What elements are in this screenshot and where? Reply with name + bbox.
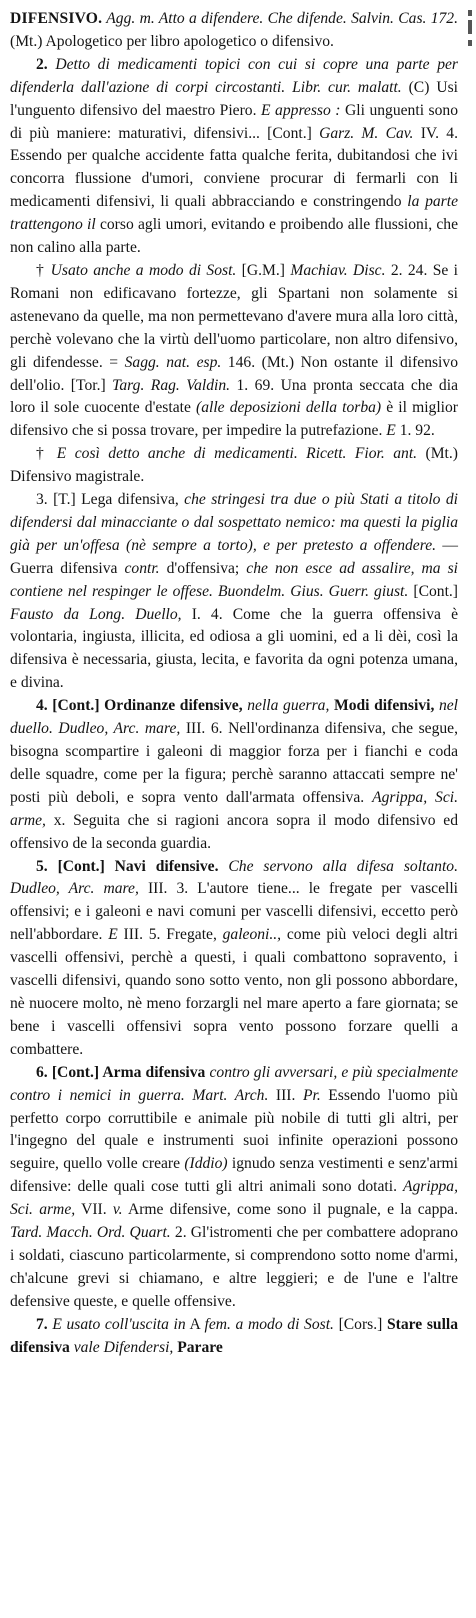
entry-text-segment: Parare: [173, 1338, 223, 1356]
entry-text-segment: III.: [268, 1086, 303, 1104]
entry-text-segment: III. 6. Nell'ordinanza difensiva, che segue, bisogna scompartire i galeoni di maggior forza per i fianchi e coda delle squadre, come per la figura; perchè saranno attaccati sempre ne' posti più deboli, e sopra vento dall'armata offensiva.: [10, 720, 458, 806]
entry-text-segment: Targ. Rag. Valdin.: [112, 376, 231, 394]
entry-text-segment: Navi difensive.: [114, 857, 219, 875]
entry-text-segment: Agrippa, Sci. arme,: [10, 1178, 458, 1219]
entry-text-segment: A: [185, 1315, 205, 1333]
entry-text-segment: v.: [112, 1201, 123, 1219]
entry-text-segment: E così detto anche di medicamenti. Ricett. Fior. ant.: [56, 445, 418, 463]
entry-text-segment: la parte trattengono il: [10, 193, 458, 234]
page-edge-mark: [468, 40, 472, 46]
entry-text-segment: Che servono alla difesa soltanto. Dudleo, Arc. mare,: [10, 857, 458, 898]
page-edge-mark: [468, 20, 472, 34]
entry-text-segment: contr.: [124, 559, 160, 577]
entry-sense-paragraph: [10, 695, 458, 855]
entry-text-segment: fem. a modo di Sost.: [204, 1315, 334, 1333]
entry-text-segment: E: [386, 422, 396, 440]
entry-text-segment: nella guerra,: [242, 697, 330, 715]
entry-text-segment: nel duello. Dudleo, Arc. mare,: [10, 697, 459, 738]
entry-text-segment: 4. [Cont.]: [36, 697, 105, 715]
entry-text-segment: Agrippa, Sci. arme,: [10, 788, 458, 829]
entry-text-segment: (C) Usi l'unguento difensivo del maestro Piero.: [10, 78, 458, 119]
entry-text-segment: E: [108, 926, 118, 944]
entry-sense-paragraph: [10, 856, 458, 1062]
entry-text-segment: Stare sulla difensiva: [10, 1315, 459, 1356]
entry-text-segment: E appresso :: [261, 101, 341, 119]
headword: DIFENSIVO.: [10, 10, 103, 27]
entry-text-segment: Arme difensive, come sono il pugnale, e la cappa.: [122, 1201, 459, 1219]
entry-text-segment: Sagg. nat. esp.: [124, 353, 222, 371]
entry-text-segment: III. 5. Fregate,: [117, 926, 223, 944]
entry-text-segment: I. 4. Come che la guerra offensiva è volontaria, ingiusta, illicita, ed odiosa a gli uomini, ed a li dèi, così la difensiva è necessaria, giusta, lecita, e favorita da ogni potenza umana, e divina.: [10, 605, 458, 692]
entry-text-segment: †: [36, 261, 51, 279]
entry-text-segment: Modi difensivi,: [329, 697, 435, 715]
entry-text-segment: 6. [Cont.]: [36, 1063, 103, 1081]
entry-text-segment: Usato anche a modo di Sost.: [50, 261, 237, 279]
entry-text-segment: †: [36, 445, 57, 463]
entry-text-segment: x. Seguita che si ragioni ancora sopra il modo difensivo ed offensivo de la seconda guardia.: [10, 811, 458, 852]
entry-text-segment: come più veloci degli altri vascelli offensivi, perchè a questi, i quali combattono sopravento, i vascelli difensivi, quando sono sotto vento, non gli possono abbordare, nè nuocere molto, nè meno forzargli nel mare aperto a fare giornata; se bene i vascelli offensivi sopra vento possono forzare quelli a combattere.: [10, 926, 458, 1058]
entry-text-segment: 1. 92.: [395, 422, 435, 440]
entry-text-segment: E usato coll'uscita in: [52, 1315, 186, 1333]
entry-text-segment: Pr.: [302, 1086, 321, 1104]
entry-text-segment: Detto di medicamenti topici con cui si copre una parte per difenderla dall'azione di corpi circostanti. Libr. cur. malatt.: [10, 55, 458, 96]
entry-text-segment: Essendo l'uomo più perfetto corpo corruttibile e animale più nobile di tutti gli altri, per l'ingegno del quale e instrumenti suoi infinite operazioni possono seguire, quello volle creare: [10, 1086, 458, 1173]
entry-sense-paragraph: [10, 54, 458, 260]
dictionary-entry-difensivo: [10, 8, 458, 1359]
entry-text-segment: Machiav. Disc.: [290, 261, 386, 279]
entry-text-segment: corso agli umori, evitando e proibendo alle flussioni, che non calino alla parte.: [10, 216, 458, 257]
entry-text-segment: (Mt.) Difensivo magistrale.: [10, 445, 458, 486]
entry-lead-paragraph: [10, 8, 458, 54]
entry-text-segment: contro gli avversari, e più specialmente contro i nemici in guerra. Mart. Arch.: [10, 1063, 459, 1104]
entry-text-segment: vale Difendersi,: [69, 1338, 174, 1356]
entry-text-segment: 2. Gl'istromenti che per combattere adoprano i soldati, ciascuno particolarmente, si comprendono sotto nome d'armi, ch'alcune grevi si chiamano, e altre leggieri; e de l'une e l'altre defensive queste, e quelle offensive.: [10, 1224, 459, 1310]
entry-text-segment: [G.M.]: [236, 261, 291, 279]
entry-text-segment: 2. 24. Se i Romani non edificavano fortezze, gli Spartani non solamente si astenevano da quelle, ma non permettevano d'avere mura alla loro città, perchè volevano che la virtù dell'uomo particolare, non altro difensivo, gli difendesse. =: [10, 261, 458, 371]
entry-text-segment: 146. (Mt.) Non ostante il difensivo dell'olio. [Tor.]: [10, 353, 458, 394]
entry-text-segment: [Cont.]: [408, 582, 458, 600]
entry-text-segment: 3. [T.] Lega difensiva,: [36, 491, 185, 509]
entry-text-segment: Ordinanze difensive,: [104, 697, 243, 715]
entry-text-segment: d'offensiva;: [159, 559, 247, 577]
entry-text-segment: Agg. m. Atto a difendere. Che difende. Salvin. Cas. 172.: [102, 10, 458, 27]
entry-text-segment: — Guerra difensiva: [10, 536, 458, 577]
entry-sense-paragraph: [10, 1062, 458, 1314]
entry-text-segment: galeoni..,: [222, 926, 282, 944]
entry-text-segment: (Mt.) Apologetico per libro apologetico o difensivo.: [10, 32, 334, 50]
entry-text-segment: (alle deposizioni della torba): [196, 399, 382, 417]
entry-sense-paragraph: [10, 489, 458, 695]
entry-text-segment: 7.: [36, 1315, 53, 1333]
entry-text-segment: è il miglior difensivo che si possa trovare, per impedire la putrefazione.: [10, 399, 458, 440]
entry-text-segment: IV. 4. Essendo per qualche accidente fatta qualche ferita, dubitandosi che ivi concorra flussione d'umori, conviene procurar di fermarli con li medicamenti difensivi, li quali abbracciando e constringendo: [10, 124, 459, 211]
entry-text-segment: VII.: [75, 1201, 113, 1219]
entry-text-segment: [Cors.]: [333, 1315, 387, 1333]
entry-text-segment: Gli unguenti sono di più maniere: maturativi, difensivi... [Cont.]: [10, 101, 458, 142]
entry-text-segment: ignudo senza vestimenti e senz'armi difensive: delle quali cose tutti gli altri animali sono dotati.: [10, 1155, 458, 1196]
page-edge-mark: [468, 10, 472, 16]
entry-sense-paragraph: [10, 443, 458, 489]
entry-sense-paragraph: [10, 260, 458, 443]
entry-text-segment: che non esce ad assalire, ma si contiene nel respinger le offese. Buondelm. Gius. Guerr. giust.: [10, 559, 459, 600]
entry-text-segment: 1. 69. Una pronta seccata che dia loro il sole cuocente d'estate: [10, 376, 458, 417]
entry-text-segment: Arma difensiva: [102, 1063, 206, 1081]
entry-text-segment: 5. [Cont.]: [36, 857, 115, 875]
entry-text-segment: 2.: [36, 55, 48, 73]
entry-sense-paragraph: [10, 1314, 458, 1360]
entry-text-segment: Garz. M. Cav.: [319, 124, 414, 142]
entry-text-segment: Tard. Macch. Ord. Quart.: [10, 1224, 171, 1242]
entry-text-segment: (Iddio): [184, 1155, 228, 1173]
entry-text-segment: III. 3. L'autore tiene... le fregate per vascelli offensivi; e i galeoni e navi comuni per vascelli difensivi, eccetto però nell'abbordare.: [10, 880, 458, 944]
entry-text-segment: che stringesi tra due o più Stati a titolo di difendersi dal minacciante o dal sospettato nemico: ma questi la piglia già per un'offesa (nè sempre a torto), e per pretesto a offendere.: [10, 491, 458, 554]
entry-text-segment: Fausto da Long. Duello,: [10, 605, 182, 623]
